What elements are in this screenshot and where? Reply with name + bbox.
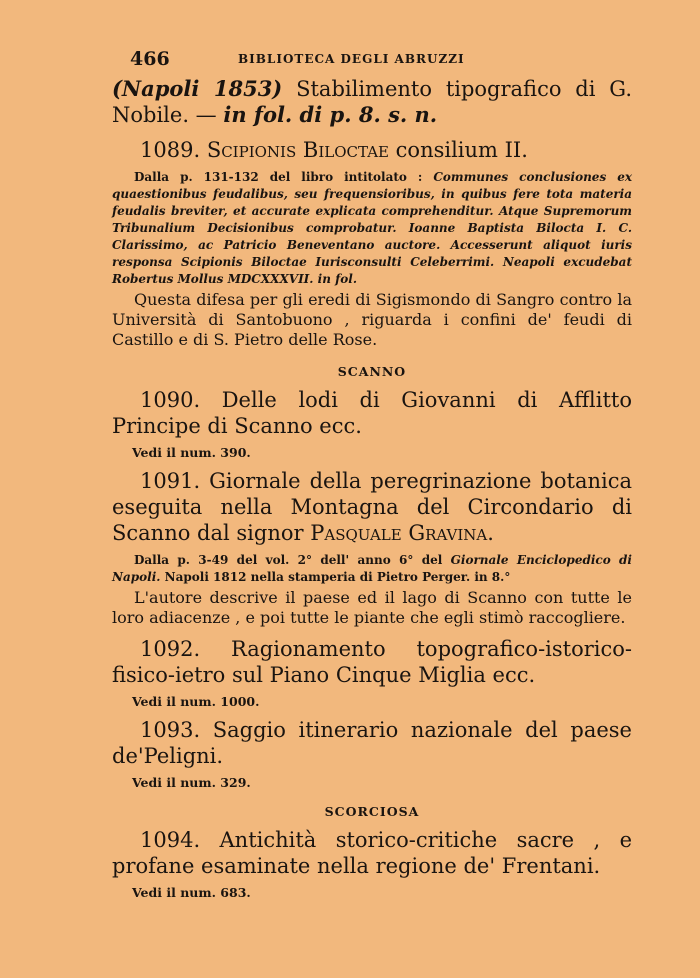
continued-entry [112,76,632,128]
entry-1093-see: Vedi il num. 329. [132,775,251,790]
page-number: 466 [130,48,170,70]
entry-1092-see: Vedi il num. 1000. [132,694,260,709]
entry-1091-note [112,552,632,586]
entry-1089-body: Questa difesa per gli eredi di Sigismondo di Sangro contro la Università di Santobuono , riguarda i confini de' feudi di Castillo e di S. Pietro delle Rose. [112,290,632,349]
note-journal-title: Giornale Enciclopedico di Napoli. [112,553,632,584]
entry-1090: 1090. Delle lodi di Giovanni di Afflitto Principe di Scanno ecc. [112,388,632,438]
note-source: Dalla p. 131-132 del libro intitolato : [134,170,423,184]
entry-title: consilium II. [395,138,528,162]
entry-1090-see: Vedi il num. 390. [132,445,251,460]
place-date: (Napoli 1853) [112,76,283,101]
page-header [130,48,640,72]
page-content [112,76,632,900]
entry-author: Scipionis Biloctae [206,138,389,162]
printer: Stabilimento tipografico di G. Nobile. — [112,77,632,127]
note-imprint: Napoli 1812 nella stamperia di Pietro Perger. in 8.° [164,570,511,584]
format: in fol. di p. 8. s. n. [223,102,438,127]
entry-number: 1089. [140,138,201,162]
entry-1094-see: Vedi il num. 683. [132,885,251,900]
entry-1089-note [112,169,632,288]
running-title: BIBLIOTECA DEGLI ABRUZZI [238,52,465,66]
section-heading-scorciosa: SCORCIOSA [324,804,420,819]
entry-1091-body: L'autore descrive il paese ed il lago di Scanno con tutte le loro adiacenze , e poi tutte le piante che egli stimò raccogliere. [112,588,632,627]
entry-1093: 1093. Saggio itinerario nazionale del paese de'Peligni. [112,718,632,768]
entry-1091-author: Pasquale Gravina. [310,521,494,545]
section-heading-scanno: SCANNO [337,364,407,379]
entry-1091 [112,468,632,546]
note-source: Dalla p. 3-49 del vol. 2° dell' anno 6° del [134,553,443,567]
entry-1091-text: 1091. Giornale della peregrinazione botanica eseguita nella Montagna del Circondario di Scanno dal signor [112,469,632,545]
entry-1094: 1094. Antichità storico-critiche sacre , e profane esaminate nella regione de' Frentani. [112,828,632,878]
note-book-title: Communes conclusiones ex quaestionibus feudalibus, seu frequensioribus, in quibus fere tota materia feudalis breviter, et accurate explicata comprehenditur. Atque Supremorum Tribunalium Decisionibus comprobatur. Ioanne Baptista Bilocta I. C. Clarissimo, ac Patricio Beneventano auctore. Accesserunt aliquot iuris responsa Scipionis Biloctae Iurisconsulti Celeberrimi. Neapoli excudebat Robertus Mollus MDCXXXVII. in fol. [112,170,632,286]
entry-1092: 1092. Ragionamento topografico-istorico-fisico-ietro sul Piano Cinque Miglia ecc. [112,637,632,687]
entry-1089 [112,137,632,163]
